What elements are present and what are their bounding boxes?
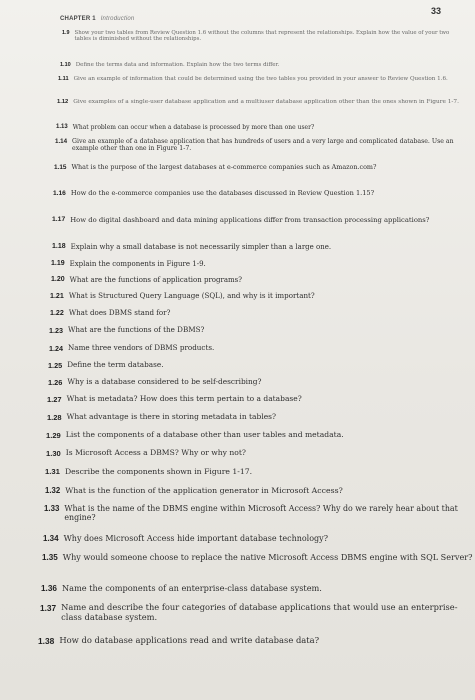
question-number: 1.14 [55, 138, 68, 145]
question-text: List the components of a database other than user tables and metadata. [65, 430, 344, 439]
chapter-label: CHAPTER 1 [60, 16, 96, 22]
question-text: Why does Microsoft Access hide important database technology? [63, 534, 328, 543]
question-number: 1.16 [53, 190, 66, 197]
review-question [55, 138, 461, 153]
question-text: Why is a database considered to be self-describing? [67, 377, 262, 386]
question-number: 1.31 [45, 467, 60, 476]
question-number: 1.10 [60, 62, 71, 68]
question-number: 1.33 [44, 504, 60, 513]
page-number: 33 [430, 6, 441, 16]
review-question [50, 292, 466, 300]
question-number: 1.29 [46, 431, 61, 440]
review-question [51, 260, 465, 268]
question-text: Describe the components shown in Figure 1-17. [64, 467, 253, 476]
question-number: 1.20 [51, 276, 65, 283]
question-text: Define the term database. [67, 360, 164, 369]
review-question [52, 243, 466, 251]
question-text: Give an example of a database application that has hundreds of users and a very large and complicated database. Use an example other than one in Figure 1-7. [72, 138, 454, 153]
question-text: What is the function of the application generator in Microsoft Access? [65, 486, 343, 495]
question-text: Name three vendors of DBMS products. [68, 343, 215, 352]
question-text: How do the e-commerce companies use the databases discussed in Review Question 1.15? [70, 189, 375, 197]
question-number: 1.24 [49, 344, 63, 353]
question-number: 1.23 [49, 326, 63, 335]
review-question [62, 30, 460, 43]
question-number: 1.19 [51, 260, 65, 267]
section-title: Introduction [100, 16, 135, 22]
question-number: 1.27 [47, 395, 62, 404]
question-number: 1.15 [54, 164, 67, 171]
question-number: 1.37 [40, 603, 57, 613]
review-question [53, 190, 463, 198]
question-number: 1.34 [43, 534, 59, 543]
review-question [48, 361, 467, 370]
review-question [45, 486, 471, 495]
question-number: 1.28 [47, 413, 62, 422]
review-question [60, 62, 460, 68]
question-text: What problem can occur when a database is processed by more than one user? [72, 124, 315, 131]
review-question [52, 216, 464, 224]
question-number: 1.17 [52, 216, 66, 223]
review-question [49, 344, 467, 353]
review-question [42, 553, 474, 563]
review-question [51, 276, 466, 284]
question-number: 1.36 [41, 584, 57, 593]
question-text: What advantage is there in storing metadata in tables? [66, 412, 277, 421]
review-question [38, 636, 475, 646]
question-number: 1.38 [38, 636, 55, 646]
question-text: How do database applications read and write database data? [59, 635, 320, 645]
question-number: 1.21 [50, 292, 64, 300]
review-question [58, 76, 460, 83]
question-number: 1.11 [58, 76, 69, 82]
question-number: 1.35 [42, 553, 58, 562]
question-text: Define the terms data and information. Explain how the two terms differ. [75, 62, 280, 68]
review-question [47, 413, 469, 422]
question-number: 1.9 [62, 30, 70, 36]
question-text: Give examples of a single-user database application and a multiuser database application other than the ones shown in Figure 1-7. [73, 99, 459, 105]
question-text: What is the purpose of the largest databases at e-commerce companies such as Amazon.com? [71, 163, 377, 171]
question-text: Show your two tables from Review Question 1.6 without the columns that represent the relationships. Explain how the value of your two tables is diminished without the relationships. [74, 30, 450, 43]
review-question [45, 467, 470, 476]
question-number: 1.26 [48, 378, 63, 387]
question-text: What are the functions of the DBMS? [68, 325, 205, 334]
question-text: Why would someone choose to replace the native Microsoft Access DBMS engine with SQL Server? [62, 552, 473, 562]
review-question [46, 431, 469, 440]
question-number: 1.12 [57, 99, 69, 105]
review-question [43, 534, 473, 543]
review-question [57, 99, 460, 106]
review-question [48, 378, 468, 387]
question-number: 1.30 [46, 449, 61, 458]
review-question [41, 584, 475, 594]
question-text: Name the components of an enterprise-class database system. [61, 583, 322, 593]
question-text: How do digital dashboard and data mining applications differ from transaction processing applications? [70, 216, 430, 224]
question-text: What is the name of the DBMS engine within Microsoft Access? Why do we rarely hear about that engine? [64, 504, 458, 523]
question-text: Explain why a small database is not necessarily simpler than a large one. [70, 243, 332, 251]
review-question [46, 449, 470, 458]
question-number: 1.25 [48, 361, 63, 370]
review-question [47, 395, 468, 404]
review-question [54, 164, 462, 172]
review-question [49, 326, 466, 335]
question-text: Is Microsoft Access a DBMS? Why or why not? [65, 448, 246, 457]
review-question [50, 309, 467, 317]
question-text: What are the functions of application programs? [69, 276, 242, 284]
question-text: Name and describe the four categories of database applications that would use an enterprise-class database system. [61, 602, 458, 622]
question-number: 1.13 [56, 124, 68, 130]
review-question [56, 124, 460, 131]
question-text: Explain the components in Figure 1-9. [69, 260, 206, 268]
question-text: What is Structured Query Language (SQL), and why is it important? [68, 291, 315, 300]
question-number: 1.18 [52, 243, 66, 250]
review-question [44, 504, 472, 523]
question-text: What does DBMS stand for? [68, 308, 171, 317]
question-text: Give an example of information that could be determined using the two tables you provided in your answer to Review Question 1.6. [73, 76, 448, 82]
question-number: 1.32 [45, 486, 61, 495]
question-text: What is metadata? How does this term pertain to a database? [66, 394, 302, 403]
review-question [40, 603, 475, 623]
question-number: 1.22 [50, 309, 64, 317]
